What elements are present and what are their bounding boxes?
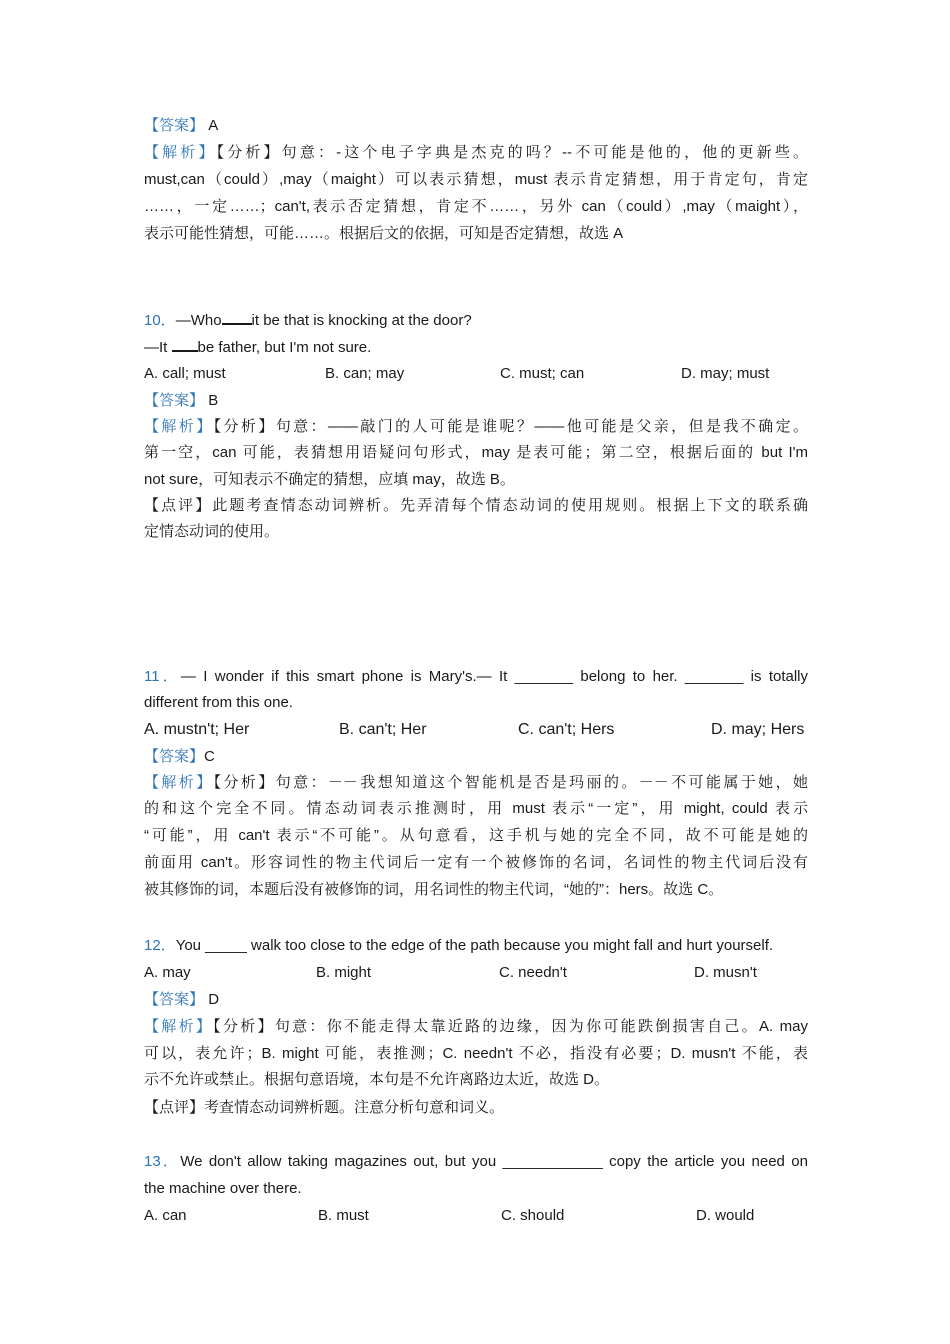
- option-a: A. can: [144, 1207, 187, 1224]
- question-number: 11．: [144, 668, 181, 685]
- q12-answer-line: [144, 987, 808, 1013]
- q10-comment-line-1: 【点评】此题考查情态动词辨析。先弄清每个情态动词的使用规则。根据上下文的联系确: [144, 497, 808, 514]
- q10-analysis-line-2: 第一空，can 可能，表猜想用语疑问句形式，may 是表可能；第二空，根据后面的 but I'm: [144, 444, 808, 461]
- answer-value: A: [208, 117, 219, 134]
- option-d: D. may; must: [681, 365, 770, 382]
- answer-tag: 【答案】: [144, 748, 205, 765]
- q10-stem-line-1: [144, 307, 808, 333]
- analysis-tag: 【解析】: [144, 774, 214, 791]
- q11-stem-line-1: [144, 664, 808, 690]
- answer-tag: 【答案】: [144, 991, 205, 1008]
- q9-analysis-line-3: ……，一定……；can't,表示否定猜想，肯定不……，另外 can（could）,may（maight），: [144, 198, 808, 215]
- q10-analysis-line-1: [144, 414, 808, 440]
- option-c: C. should: [501, 1207, 565, 1224]
- option-a: A. mustn't; Her: [144, 721, 250, 738]
- q11-stem-line-2: different from this one.: [144, 694, 293, 711]
- q9-analysis-line-4: 表示可能性猜想，可能……。根据后文的依据，可知是否定猜想，故选 A: [144, 225, 624, 242]
- answer-tag: 【答案】: [144, 392, 205, 409]
- q11-analysis-line-1: [144, 770, 808, 796]
- q12-options: [144, 960, 808, 986]
- stem-text: — I wonder if this smart phone is Mary's.— It _______ belong to her. _______ is totally: [180, 668, 809, 685]
- q10-options: [144, 361, 808, 387]
- q11-answer-line: [144, 744, 808, 770]
- answer-blank: [172, 334, 198, 352]
- option-a: A. call; must: [144, 365, 226, 382]
- analysis-tag: 【解析】: [144, 418, 214, 435]
- q9-analysis-line-1: [144, 140, 808, 166]
- answer-tag: 【答案】: [144, 117, 205, 134]
- q10-answer-line: [144, 388, 808, 414]
- q10-comment-line-2: 定情态动词的使用。: [144, 523, 280, 540]
- q11-analysis-line-4: 前面用 can't。形容词性的物主代词后一定有一个被修饰的名词，名词性的物主代词后没有: [144, 854, 808, 871]
- q9-answer-line: [144, 113, 808, 139]
- option-d: D. musn't: [694, 964, 757, 981]
- q12-stem: [144, 933, 808, 959]
- option-b: B. must: [318, 1207, 369, 1224]
- q12-analysis-line-1: [144, 1014, 808, 1040]
- analysis-text: 【分析】句意：你不能走得太靠近路的边缘，因为你可能跌倒损害自己。A. may: [213, 1018, 808, 1035]
- q10-analysis-line-3: not sure，可知表示不确定的猜想，应填 may，故选 B。: [144, 471, 515, 488]
- analysis-tag: 【解析】: [144, 1018, 214, 1035]
- answer-blank: [222, 307, 252, 325]
- stem-text: We don't allow taking magazines out, but you ____________ copy the article you need on: [180, 1153, 808, 1170]
- option-d: D. may; Hers: [711, 721, 805, 738]
- stem-text: —Who: [175, 312, 222, 329]
- stem-text: —It: [144, 339, 172, 356]
- option-b: B. can; may: [325, 365, 405, 382]
- stem-text: it be that is knocking at the door?: [251, 312, 472, 329]
- option-b: B. might: [316, 964, 372, 981]
- q11-analysis-line-5: 被其修饰的词，本题后没有被修饰的词，用名词性的物主代词，“她的”：hers。故选 C。: [144, 881, 724, 898]
- q12-analysis-line-3: 示不允许或禁止。根据句意语境，本句是不允许离路边太近，故选 D。: [144, 1071, 610, 1088]
- q13-options: [144, 1203, 808, 1229]
- option-d: D. would: [696, 1207, 755, 1224]
- q10-stem-line-2: [144, 334, 808, 360]
- question-number: 13．: [144, 1153, 181, 1170]
- analysis-tag: 【解析】: [144, 144, 217, 161]
- q12-analysis-line-2: 可以，表允许；B. might 可能，表推测；C. needn't 不必，指没有必要；D. musn't 不能，表: [144, 1045, 808, 1062]
- question-number: 12．: [144, 937, 176, 954]
- answer-value: B: [208, 392, 219, 409]
- option-c: C. must; can: [500, 365, 585, 382]
- option-c: C. needn't: [499, 964, 567, 981]
- q13-stem-line-2: the machine over there.: [144, 1180, 302, 1197]
- analysis-text: 【分析】句意：-这个电子字典是杰克的吗？--不可能是他的，他的更新些。: [216, 144, 808, 161]
- q11-analysis-line-3: “可能”，用 can't 表示“不可能”。从句意看，这手机与她的完全不同，故不可能是她的: [144, 827, 808, 844]
- q11-analysis-line-2: 的和这个完全不同。情态动词表示推测时，用 must 表示“一定”，用 might, could 表示: [144, 800, 808, 817]
- option-a: A. may: [144, 964, 191, 981]
- q13-stem-line-1: [144, 1149, 808, 1175]
- q9-analysis-line-2: must,can（could）,may（maight）可以表示猜想，must 表示肯定猜想，用于肯定句，肯定: [144, 171, 808, 188]
- answer-value: C: [204, 748, 215, 765]
- stem-text: be father, but I'm not sure.: [197, 339, 372, 356]
- answer-value: D: [208, 991, 220, 1008]
- analysis-text: 【分析】句意：－－我想知道这个智能机是否是玛丽的。－－不可能属于她，她: [213, 774, 808, 791]
- stem-text: You _____ walk too close to the edge of the path because you might fall and hurt yourself.: [175, 937, 774, 954]
- q11-options: [144, 717, 808, 743]
- q12-comment-line: 【点评】考查情态动词辨析题。注意分析句意和词义。: [144, 1099, 505, 1116]
- analysis-text: 【分析】句意：——敲门的人可能是谁呢？——他可能是父亲，但是我不确定。: [213, 418, 808, 435]
- question-number: 10．: [144, 312, 176, 329]
- option-c: C. can't; Hers: [518, 721, 615, 738]
- option-b: B. can't; Her: [339, 721, 427, 738]
